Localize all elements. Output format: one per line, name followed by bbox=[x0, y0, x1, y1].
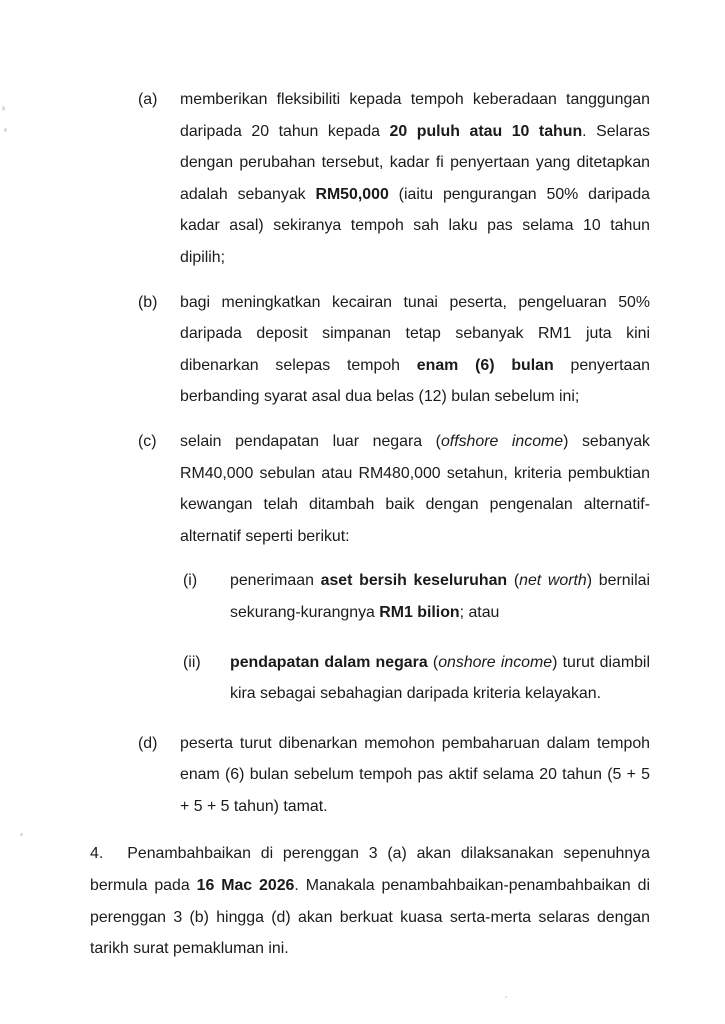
list-item-a bbox=[0, 84, 725, 274]
text-line bbox=[230, 565, 650, 597]
text-run: enam (6) bulan sebelum tempoh pas aktif selama 20 tahun (5 + 5 bbox=[180, 766, 650, 784]
text-run: peserta turut dibenarkan memohon pembaharuan dalam tempoh bbox=[180, 734, 650, 752]
list-item-ii bbox=[0, 647, 725, 710]
text-run: . Manakala penambahbaikan-penambahbaikan di bbox=[294, 877, 650, 895]
text-line bbox=[180, 210, 650, 273]
text-run: enam (6) bulan bbox=[416, 356, 554, 374]
text-run: 20 puluh atau 10 tahun bbox=[389, 122, 583, 140]
text-run: bagi meningkatkan kecairan tunai peserta, pengeluaran 50% bbox=[180, 293, 650, 311]
text-line bbox=[90, 838, 650, 870]
text-line bbox=[180, 759, 650, 791]
text-run: RM1 bilion bbox=[379, 603, 460, 621]
list-item-text bbox=[180, 84, 650, 274]
text-run: alternatif seperti berikut: bbox=[180, 527, 350, 545]
list-item-label: (c) bbox=[138, 432, 157, 450]
list-item-label: (a) bbox=[138, 91, 158, 108]
text-run: kewangan telah ditambah baik dengan pengenalan alternatif- bbox=[180, 496, 650, 514]
list-item-label: (d) bbox=[138, 734, 158, 752]
text-run: daripada 20 tahun kepada bbox=[180, 122, 390, 140]
scan-artifact bbox=[2, 106, 5, 111]
text-line bbox=[180, 179, 650, 211]
text-line bbox=[180, 116, 650, 148]
text-run: ( bbox=[427, 653, 439, 671]
paragraph-number: 4. bbox=[90, 845, 104, 863]
text-run: offshore income bbox=[440, 432, 564, 450]
list-item-i bbox=[0, 565, 725, 628]
text-run: ; atau bbox=[459, 603, 500, 621]
text-line bbox=[90, 933, 650, 965]
text-run: (iaitu pengurangan 50% daripada bbox=[388, 185, 650, 203]
text-run: kadar asal) sekiranya tempoh sah laku pas selama 10 tahun dipilih; bbox=[180, 217, 650, 266]
text-line bbox=[90, 870, 650, 902]
list-item-label: (ii) bbox=[183, 653, 201, 671]
list-item-text bbox=[180, 287, 650, 413]
text-run: aset bersih keseluruhan bbox=[320, 572, 508, 590]
closing-paragraph bbox=[90, 838, 650, 964]
text-run: penyertaan bbox=[553, 356, 650, 374]
text-run: onshore income bbox=[438, 653, 553, 671]
list-item-text bbox=[230, 647, 650, 710]
text-run: tarikh surat pemakluman ini. bbox=[90, 940, 289, 958]
text-line bbox=[180, 728, 650, 760]
text-run: ) sebanyak bbox=[563, 432, 651, 450]
list-item-label: (b) bbox=[138, 293, 158, 311]
text-run: RM40,000 sebulan atau RM480,000 setahun, kriteria pembuktian bbox=[180, 464, 650, 482]
text-run: berbanding syarat asal dua belas (12) bulan sebelum ini; bbox=[180, 388, 580, 406]
text-run: net worth bbox=[519, 572, 587, 590]
text-line bbox=[180, 521, 650, 553]
list-item-b bbox=[0, 287, 725, 413]
text-run: dengan perubahan tersebut, kadar fi penyertaan yang ditetapkan bbox=[180, 154, 650, 172]
text-line bbox=[230, 597, 650, 629]
text-line bbox=[180, 791, 650, 823]
text-run: . Selaras bbox=[582, 122, 650, 140]
text-run: ) bernilai bbox=[586, 572, 650, 590]
text-run: ( bbox=[507, 572, 520, 590]
text-line bbox=[180, 489, 650, 521]
text-run: kira sebagai sebahagian daripada kriteria kelayakan. bbox=[230, 685, 602, 703]
text-run: daripada deposit simpanan tetap sebanyak RM1 juta kini bbox=[180, 325, 650, 343]
text-line bbox=[180, 426, 650, 458]
text-run: selain pendapatan luar negara ( bbox=[180, 432, 441, 450]
text-line bbox=[180, 287, 650, 319]
text-run: 16 Mac 2026 bbox=[196, 877, 295, 895]
text-run: perenggan 3 (b) hingga (d) akan berkuat kuasa serta-merta selaras dengan bbox=[90, 908, 650, 926]
list-item-label: (i) bbox=[183, 572, 198, 590]
list-item-text bbox=[230, 565, 650, 628]
text-line bbox=[90, 902, 650, 934]
scan-artifact bbox=[20, 833, 23, 836]
text-line bbox=[180, 458, 650, 490]
text-line bbox=[180, 381, 650, 413]
text-line bbox=[180, 147, 650, 179]
text-run: memberikan fleksibiliti kepada tempoh keberadaan tanggungan bbox=[180, 91, 650, 108]
text-run: penerimaan bbox=[230, 572, 321, 590]
list-item-text bbox=[180, 728, 650, 823]
text-line bbox=[180, 350, 650, 382]
scan-artifact bbox=[505, 996, 507, 998]
text-line bbox=[230, 678, 650, 710]
text-run: pendapatan dalam negara bbox=[230, 653, 428, 671]
list-item-d bbox=[0, 728, 725, 823]
list-item-c bbox=[0, 426, 725, 552]
text-run: RM50,000 bbox=[315, 185, 389, 203]
text-run: sekurang-kurangnya bbox=[230, 603, 380, 621]
text-run: bermula pada bbox=[90, 877, 197, 895]
text-run: adalah sebanyak bbox=[180, 185, 316, 203]
text-line bbox=[180, 318, 650, 350]
scan-artifact bbox=[4, 128, 7, 132]
text-run: + 5 + 5 tahun) tamat. bbox=[180, 797, 328, 815]
text-run: Penambahbaikan di perenggan 3 (a) akan dilaksanakan sepenuhnya bbox=[127, 845, 650, 863]
text-run: ) turut diambil bbox=[552, 653, 650, 671]
text-run: dibenarkan selepas tempoh bbox=[180, 356, 417, 374]
text-line bbox=[180, 84, 650, 116]
text-line bbox=[230, 647, 650, 679]
document-body bbox=[0, 84, 725, 822]
list-item-text bbox=[180, 426, 650, 552]
